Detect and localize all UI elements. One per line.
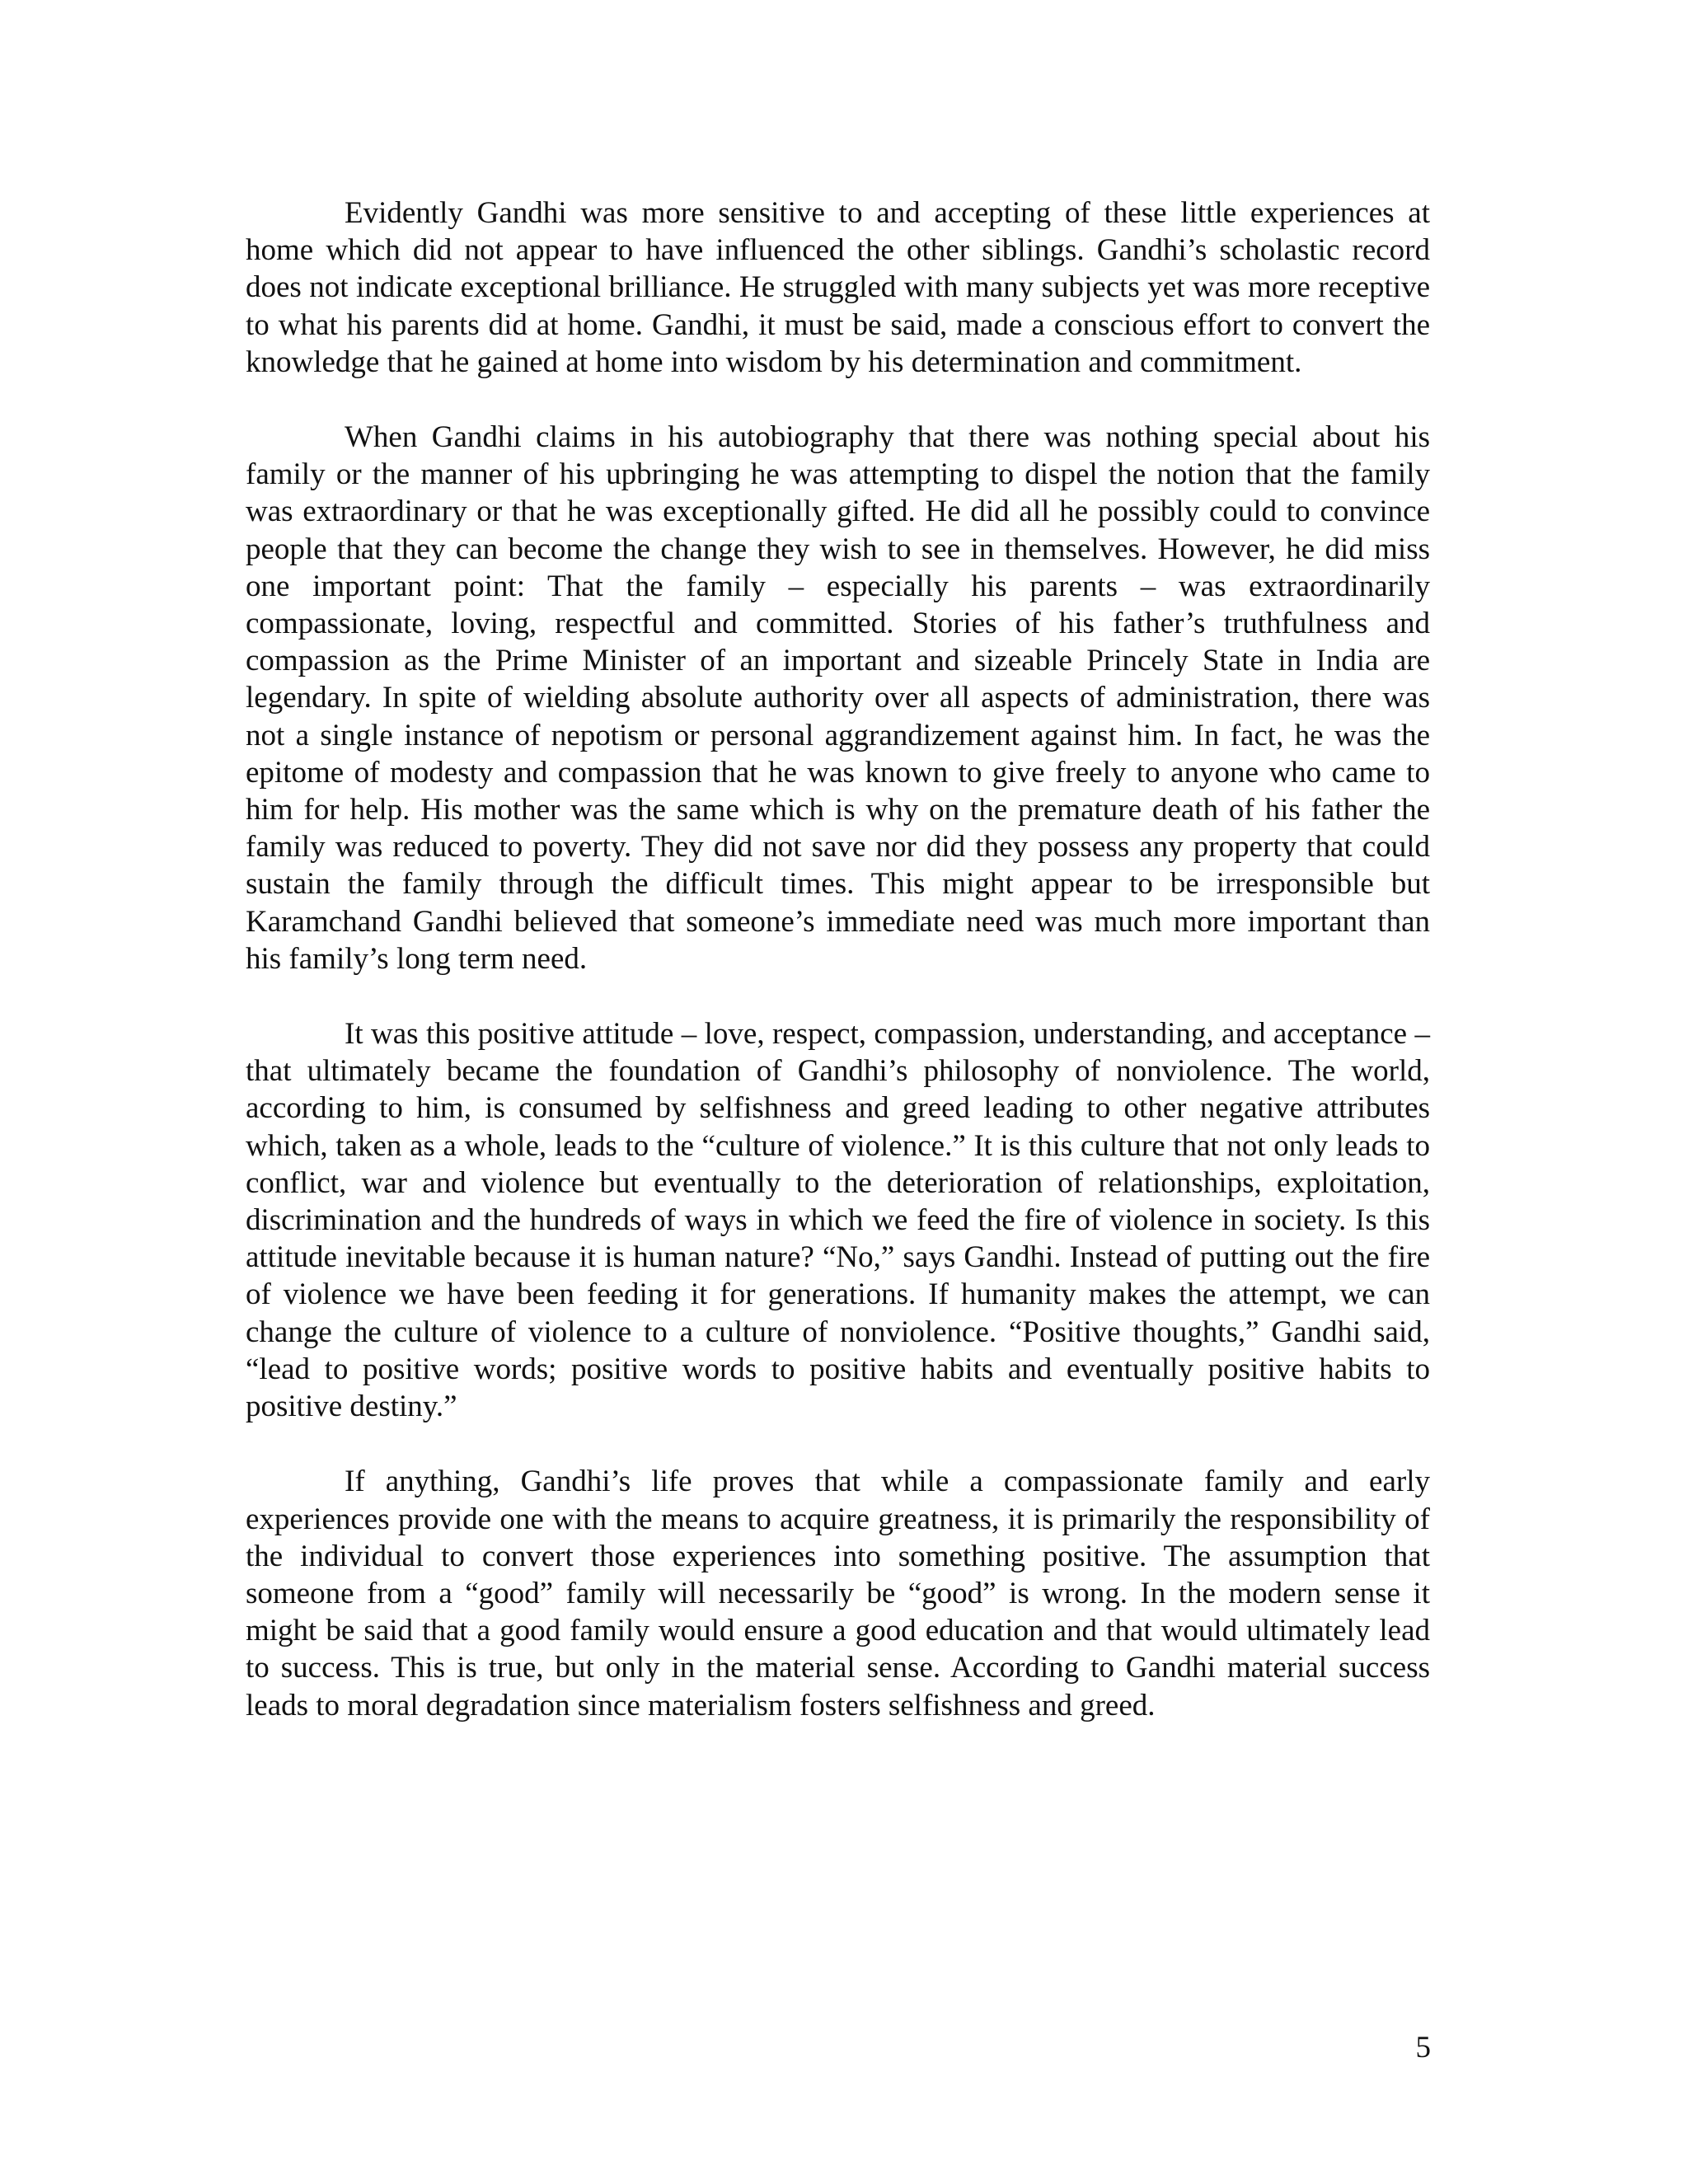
paragraph-3: It was this positive attitude – love, respect, compassion, understanding, and acceptance – that ultimately became the foundation of Gandhi’s philosophy of nonviolence. The world, according to him, is consumed by selfishness and greed leading to other negative attributes which, taken as a whole, leads to the “culture of violence.” It is this culture that not only leads to conflict, war and violence but eventually to the deterioration of relationships, exploitation, discrimination and the hundreds of ways in which we feed the fire of violence in society. Is this attitude inevitable because it is human nature? “No,” says Gandhi. Instead of putting out the fire of violence we have been feeding it for generations. If humanity makes the attempt, we can change the culture of violence to a culture of nonviolence. “Positive thoughts,” Gandhi said, “lead to positive words; positive words to positive habits and eventually positive habits to positive destiny.”: [246, 1017, 1430, 1424]
paragraph-4: If anything, Gandhi’s life proves that while a compassionate family and early experiences provide one with the means to acquire greatness, it is primarily the responsibility of the individual to convert those experiences into something positive. The assumption that someone from a “good” family will necessarily be “good” is wrong. In the modern sense it might be said that a good family would ensure a good education and that would ultimately lead to success. This is true, but only in the material sense. According to Gandhi material success leads to moral degradation since materialism fosters selfishness and greed.: [246, 1465, 1430, 1722]
page-number: 5: [1415, 2031, 1431, 2064]
body-text: [246, 194, 1430, 1762]
paragraph-2: When Gandhi claims in his autobiography that there was nothing special about his family or the manner of his upbringing he was attempting to dispel the notion that the family was extraordinary or that he was exceptionally gifted. He did all he possibly could to convince people that they can become the change they wish to see in themselves. However, he did miss one important point: That the family – especially his parents – was extraordinarily compassionate, loving, respectful and committed. Stories of his father’s truthfulness and compassion as the Prime Minister of an important and sizeable Princely State in India are legendary. In spite of wielding absolute authority over all aspects of administration, there was not a single instance of nepotism or personal aggrandizement against him. In fact, he was the epitome of modesty and compassion that he was known to give freely to anyone who came to him for help. His mother was the same which is why on the premature death of his father the family was reduced to poverty. They did not save nor did they possess any property that could sustain the family through the difficult times. This might appear to be irresponsible but Karamchand Gandhi believed that someone’s immediate need was much more important than his family’s long term need.: [246, 420, 1430, 976]
paragraph-1: Evidently Gandhi was more sensitive to and accepting of these little experiences at home which did not appear to have influenced the other siblings. Gandhi’s scholastic record does not indicate exceptional brilliance. He struggled with many subjects yet was more receptive to what his parents did at home. Gandhi, it must be said, made a conscious effort to convert the knowledge that he gained at home into wisdom by his determination and commitment.: [246, 196, 1430, 379]
